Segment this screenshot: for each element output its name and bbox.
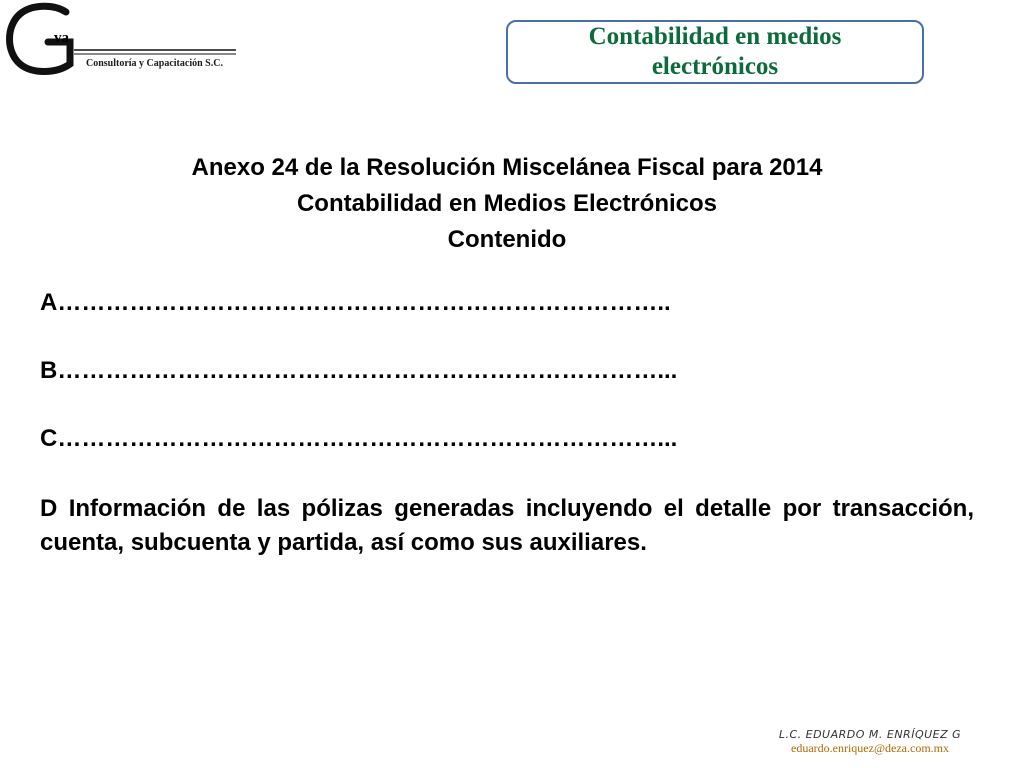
header-title-box [506,20,924,84]
list-item-c: C…………………………………………………………………... [40,425,678,452]
footer [720,728,1020,756]
section-heading: Contenido [447,226,567,253]
page-subtitle: Contabilidad en Medios Electrónicos [296,190,718,217]
header-title: Contabilidad en medios electrónicos [588,23,842,80]
logo-letters: va [54,30,69,46]
content-list [40,288,974,598]
logo-g-mark-icon [4,2,244,82]
author-email: eduardo.enriquez@deza.com.mx [791,741,949,755]
page-title-block [0,150,1014,258]
logo-company-name: Consultoría y Capacitación S.C. [86,58,223,69]
list-item-d: D Información de las pólizas generadas incluyendo el detalle por transacción, cuenta, subcuenta y partida, así como sus auxiliares. [40,495,974,556]
list-item-b: B…………………………………………………………………... [40,357,678,384]
page-title: Anexo 24 de la Resolución Miscelánea Fiscal para 2014 [191,154,823,181]
author-name: L.C. EDUARDO M. ENRÍQUEZ G [778,728,962,741]
list-item-a: A………………………………………………………………….. [40,289,671,316]
company-logo [4,2,244,82]
